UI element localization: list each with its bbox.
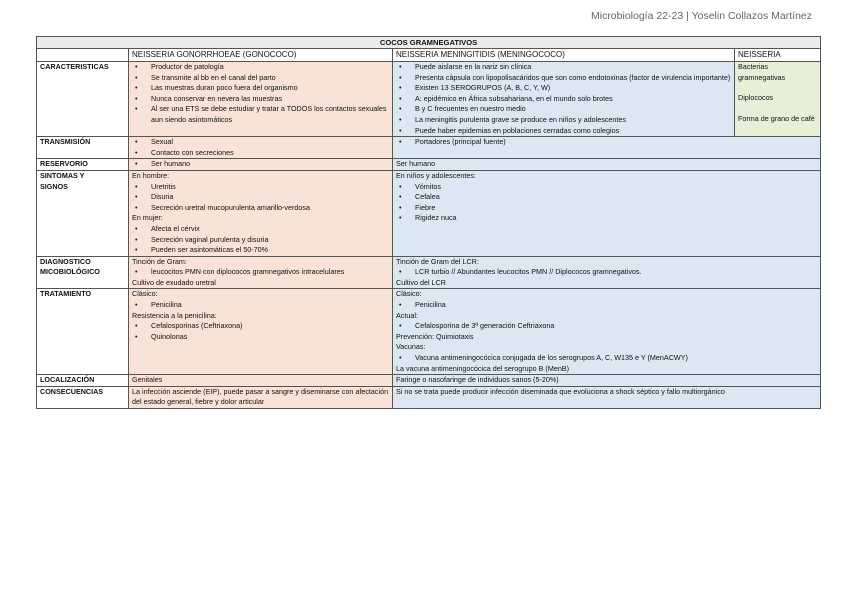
row-label-localizacion: LOCALIZACIÓN [37, 375, 129, 387]
list-item: • Cefalosporinas (Ceftriaxona) [132, 321, 389, 332]
list-item: • Uretritis [132, 182, 389, 193]
bullet-list [132, 62, 389, 126]
row-label-line: MICOBIOLÓGICO [40, 267, 100, 277]
table-title: COCOS GRAMNEGATIVOS [37, 37, 821, 49]
subheading: Tinción de Gram: [132, 256, 187, 266]
cell-meningo-consecuencias: Si no se trata puede producir infección diseminada que evoluciona a shock séptico y fallo multiorgánico [393, 386, 821, 408]
cell-neisseria-general [735, 62, 821, 137]
cell-meningo-reservorio: Ser humano [393, 159, 821, 171]
cell-meningo-diagnostico [393, 256, 821, 289]
list-item: • Contacto con secreciones [132, 148, 389, 159]
list-item: • Portadores (principal fuente) [396, 137, 817, 148]
table-row [37, 256, 821, 289]
list-item: • Vacuna antimeningocócica conjugada de los serogrupos A, C, W135 e Y (MenACWY) [396, 353, 817, 364]
list-item: • Secreción uretral mucopurulenta amarillo-verdosa [132, 203, 389, 214]
row-label-reservorio: RESERVORIO [37, 159, 129, 171]
list-item: • Presenta cápsula con lipopolisacáridos que son como endotoxinas (factor de virulencia importante) [396, 73, 731, 84]
row-label-line: SINTOMAS Y [40, 170, 85, 180]
table-title-row [37, 37, 821, 49]
table-row [37, 386, 821, 408]
cell-meningo-localizacion: Faringe o nasofaringe de individuos sanos (5-20%) [393, 375, 821, 387]
list-item: • Rigidez nuca [396, 213, 817, 224]
subheading: Clásico: [132, 289, 158, 299]
list-item: • Penicilina [396, 300, 817, 311]
list-item: • Existen 13 SEROGRUPOS (A, B, C, Y, W) [396, 83, 731, 94]
bullet-list [396, 62, 731, 136]
row-label-consecuencias: CONSECUENCIAS [37, 386, 129, 408]
bullet-list [396, 321, 817, 332]
cell-meningo-caracteristicas [393, 62, 735, 137]
table-row [37, 159, 821, 171]
list-item: • Las muestras duran poco fuera del organismo [132, 83, 389, 94]
list-item: • Cefalosporina de 3ª generación Ceftriaxona [396, 321, 817, 332]
bullet-list [132, 224, 389, 256]
cell-gono-caracteristicas [129, 62, 393, 137]
cell-gono-consecuencias: La infección asciende (EIP), puede pasar a sangre y diseminarse con afectación del estado general, fiebre y dolor articular [129, 386, 393, 408]
list-item: • leucocitos PMN con diplococos gramnegativos intracelulares [132, 267, 389, 278]
col-header-neisseria: NEISSERIA [735, 49, 821, 62]
list-item: • Al ser una ETS se debe estudiar y tratar a TODOS los contactos sexuales aun siendo asintomáticos [132, 104, 389, 125]
row-label-transmision: TRANSMISIÓN [37, 137, 129, 159]
cell-meningo-tratamiento [393, 289, 821, 375]
bullet-list [132, 182, 389, 214]
list-item: • Fiebre [396, 203, 817, 214]
table-row [37, 289, 821, 375]
column-header-row [37, 49, 821, 62]
bullet-list [132, 300, 389, 311]
list-item: • La meningitis purulenta grave se produce en niños y adolescentes [396, 115, 731, 126]
cell-line: Cultivo del LCR [396, 277, 446, 287]
neisseria-note: Forma de grano de café [738, 113, 815, 123]
bullet-list [396, 182, 817, 224]
list-item: • Puede aislarse en la nariz sin clínica [396, 62, 731, 73]
list-item: • Quinolonas [132, 332, 389, 343]
col-header-meningococo: NEISSERIA MENINGITIDIS (MENINGOCOCO) [393, 49, 735, 62]
row-label-line: DIAGNOSTICO [40, 256, 91, 266]
subheading: En mujer: [132, 213, 163, 223]
subheading: En hombre: [132, 170, 170, 180]
bullet-list [396, 353, 817, 364]
cell-gono-reservorio [129, 159, 393, 171]
subheading: Actual: [396, 310, 418, 320]
bullet-list [132, 321, 389, 342]
bullet-list [396, 300, 817, 311]
cocos-table [36, 36, 821, 409]
cell-gono-localizacion: Genitales [129, 375, 393, 387]
empty-corner-cell [37, 49, 129, 62]
list-item: • Sexual [132, 137, 389, 148]
bullet-list [396, 137, 817, 148]
neisseria-note: Bacterias gramnegativas [738, 62, 786, 82]
list-item: • Disuria [132, 192, 389, 203]
list-item: • LCR turbio // Abundantes leucocitos PMN // Diplococos gramnegativos. [396, 267, 817, 278]
list-item: • Cefalea [396, 192, 817, 203]
list-item: • Se transmite al bb en el canal del parto [132, 73, 389, 84]
cell-gono-transmision [129, 137, 393, 159]
bullet-list [132, 267, 389, 278]
document-header: Microbiología 22-23 | Yoselin Collazos Martínez [590, 10, 812, 22]
table-row [37, 170, 821, 256]
row-label-diagnostico [37, 256, 129, 289]
list-item: • A: epidémico en África subsahariana, en el mundo solo brotes [396, 94, 731, 105]
row-label-caracteristicas: CARACTERISTICAS [37, 62, 129, 137]
table-row [37, 62, 821, 137]
list-item: • Penicilina [132, 300, 389, 311]
list-item: • Puede haber epidemias en poblaciones cerradas como colegios [396, 126, 731, 137]
row-label-sintomas [37, 170, 129, 256]
table-row [37, 137, 821, 159]
cell-gono-tratamiento [129, 289, 393, 375]
row-label-tratamiento: TRATAMIENTO [37, 289, 129, 375]
bullet-list [396, 267, 817, 278]
cell-line: Cultivo de exudado uretral [132, 277, 216, 287]
subheading: En niños y adolescentes: [396, 170, 476, 180]
cell-gono-diagnostico [129, 256, 393, 289]
cell-line: La vacuna antimeningocócica del serogrupo B (MenB) [396, 363, 569, 373]
list-item: • Secreción vaginal purulenta y disuria [132, 235, 389, 246]
cell-meningo-sintomas [393, 170, 821, 256]
cell-gono-sintomas [129, 170, 393, 256]
list-item: • Afecta el cérvix [132, 224, 389, 235]
list-item: • B y C frecuentes en nuestro medio [396, 104, 731, 115]
list-item: • Vómitos [396, 182, 817, 193]
subheading: Resistencia a la penicilina: [132, 310, 217, 320]
cell-meningo-transmision [393, 137, 821, 159]
list-item: • Productor de patología [132, 62, 389, 73]
bullet-list [132, 137, 389, 158]
list-item: • Ser humano [132, 159, 389, 170]
list-item: • Nunca conservar en nevera las muestras [132, 94, 389, 105]
bullet-list [132, 159, 389, 170]
subheading: Clásico: [396, 289, 422, 299]
list-item: • Pueden ser asintomáticas el 50-70% [132, 245, 389, 256]
subheading: Tinción de Gram del LCR: [396, 256, 479, 266]
subheading: Vacunas: [396, 342, 426, 352]
neisseria-note: Diplococos [738, 93, 774, 103]
row-label-line: SIGNOS [40, 181, 68, 191]
col-header-gonococo: NEISSERIA GONORRHOEAE (GONOCOCO) [129, 49, 393, 62]
table-row [37, 375, 821, 387]
cell-line: Prevención: Quimiotaxis [396, 331, 474, 341]
